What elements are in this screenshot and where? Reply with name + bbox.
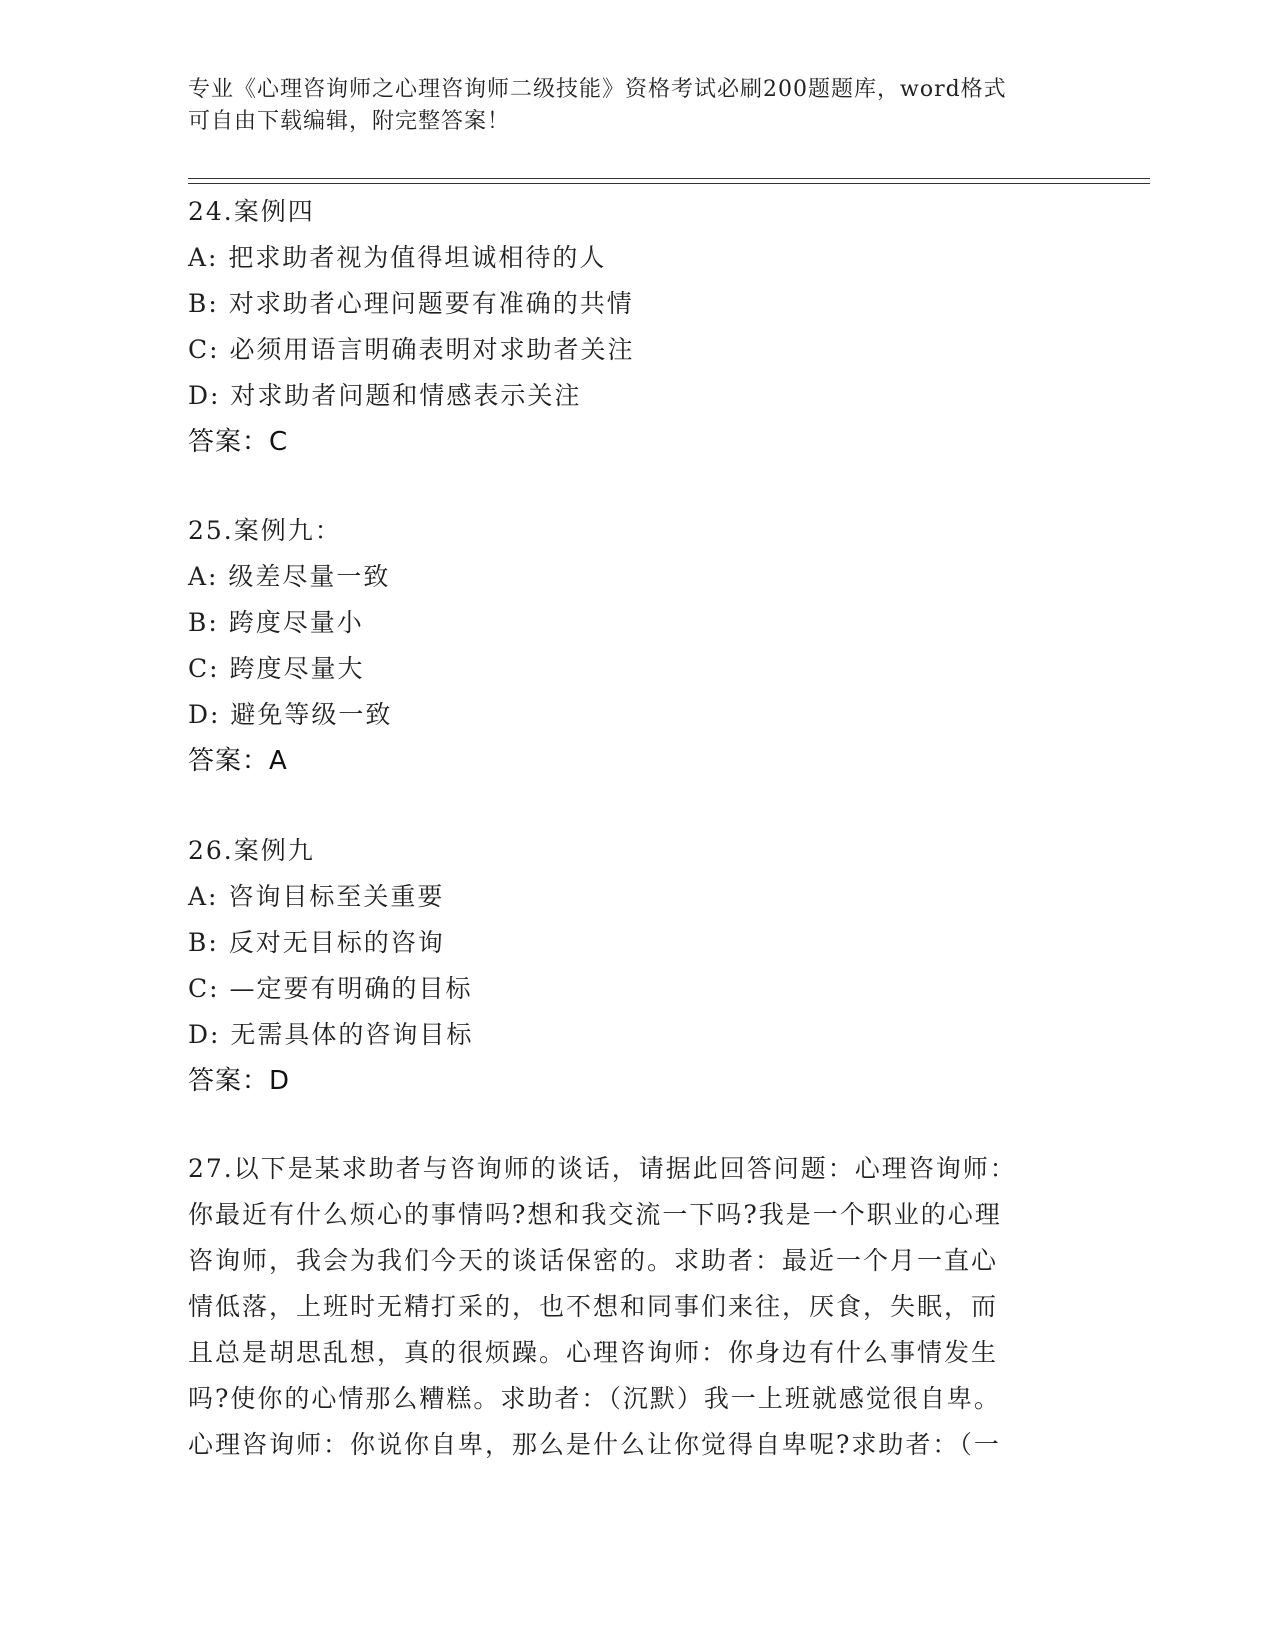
- header-line-2: 可自由下载编辑，附完整答案！: [188, 109, 511, 134]
- question-27-passage: [188, 1146, 1068, 1468]
- option-d: D: 无需具体的咨询目标: [188, 1020, 474, 1049]
- passage-line: 27.以下是某求助者与咨询师的谈话，请据此回答问题：心理咨询师：: [188, 1154, 1017, 1183]
- answer-line: 答案：C: [188, 427, 289, 457]
- option-a: A: 级差尽量一致: [188, 562, 391, 591]
- passage-line: 咨询师，我会为我们今天的谈话保密的。求助者：最近一个月一直心: [188, 1246, 999, 1275]
- option-c: C: 必须用语言明确表明对求助者关注: [188, 335, 635, 364]
- question-title: 25.案例九：: [188, 516, 342, 545]
- passage-line: 吗?使你的心情那么糟糕。求助者：（沉默）我一上班就感觉很自卑。: [188, 1384, 1001, 1413]
- option-b: B: 对求助者心理问题要有准确的共情: [188, 289, 634, 318]
- header-divider-top: [188, 178, 1150, 179]
- option-b: B: 反对无目标的咨询: [188, 928, 445, 957]
- answer-line: 答案：A: [188, 746, 288, 776]
- option-a: A: 咨询目标至关重要: [188, 882, 445, 911]
- question-title: 24.案例四: [188, 197, 315, 226]
- question-24: [188, 189, 1088, 465]
- option-d: D: 避免等级一致: [188, 700, 393, 729]
- question-26: [188, 828, 1088, 1104]
- header-line-1: 专业《心理咨询师之心理咨询师二级技能》资格考试必刷200题题库，word格式: [188, 77, 1007, 102]
- option-b: B: 跨度尽量小: [188, 608, 364, 637]
- header-divider-bottom: [188, 183, 1150, 184]
- option-d: D: 对求助者问题和情感表示关注: [188, 381, 582, 410]
- question-25: [188, 508, 1088, 784]
- passage-line: 且总是胡思乱想，真的很烦躁。心理咨询师：你身边有什么事情发生: [188, 1338, 999, 1367]
- passage-line: 心理咨询师：你说你自卑，那么是什么让你觉得自卑呢?求助者：（一: [188, 1430, 1001, 1459]
- option-c: C: —定要有明确的目标: [188, 974, 473, 1003]
- option-c: C: 跨度尽量大: [188, 654, 365, 683]
- answer-line: 答案：D: [188, 1066, 291, 1096]
- passage-line: 情低落，上班时无精打采的，也不想和同事们来往，厌食，失眠，而: [188, 1292, 999, 1321]
- passage-line: 你最近有什么烦心的事情吗?想和我交流一下吗?我是一个职业的心理: [188, 1200, 1002, 1229]
- option-a: A: 把求助者视为值得坦诚相待的人: [188, 243, 607, 272]
- document-header: [188, 74, 1068, 138]
- question-title: 26.案例九: [188, 836, 315, 865]
